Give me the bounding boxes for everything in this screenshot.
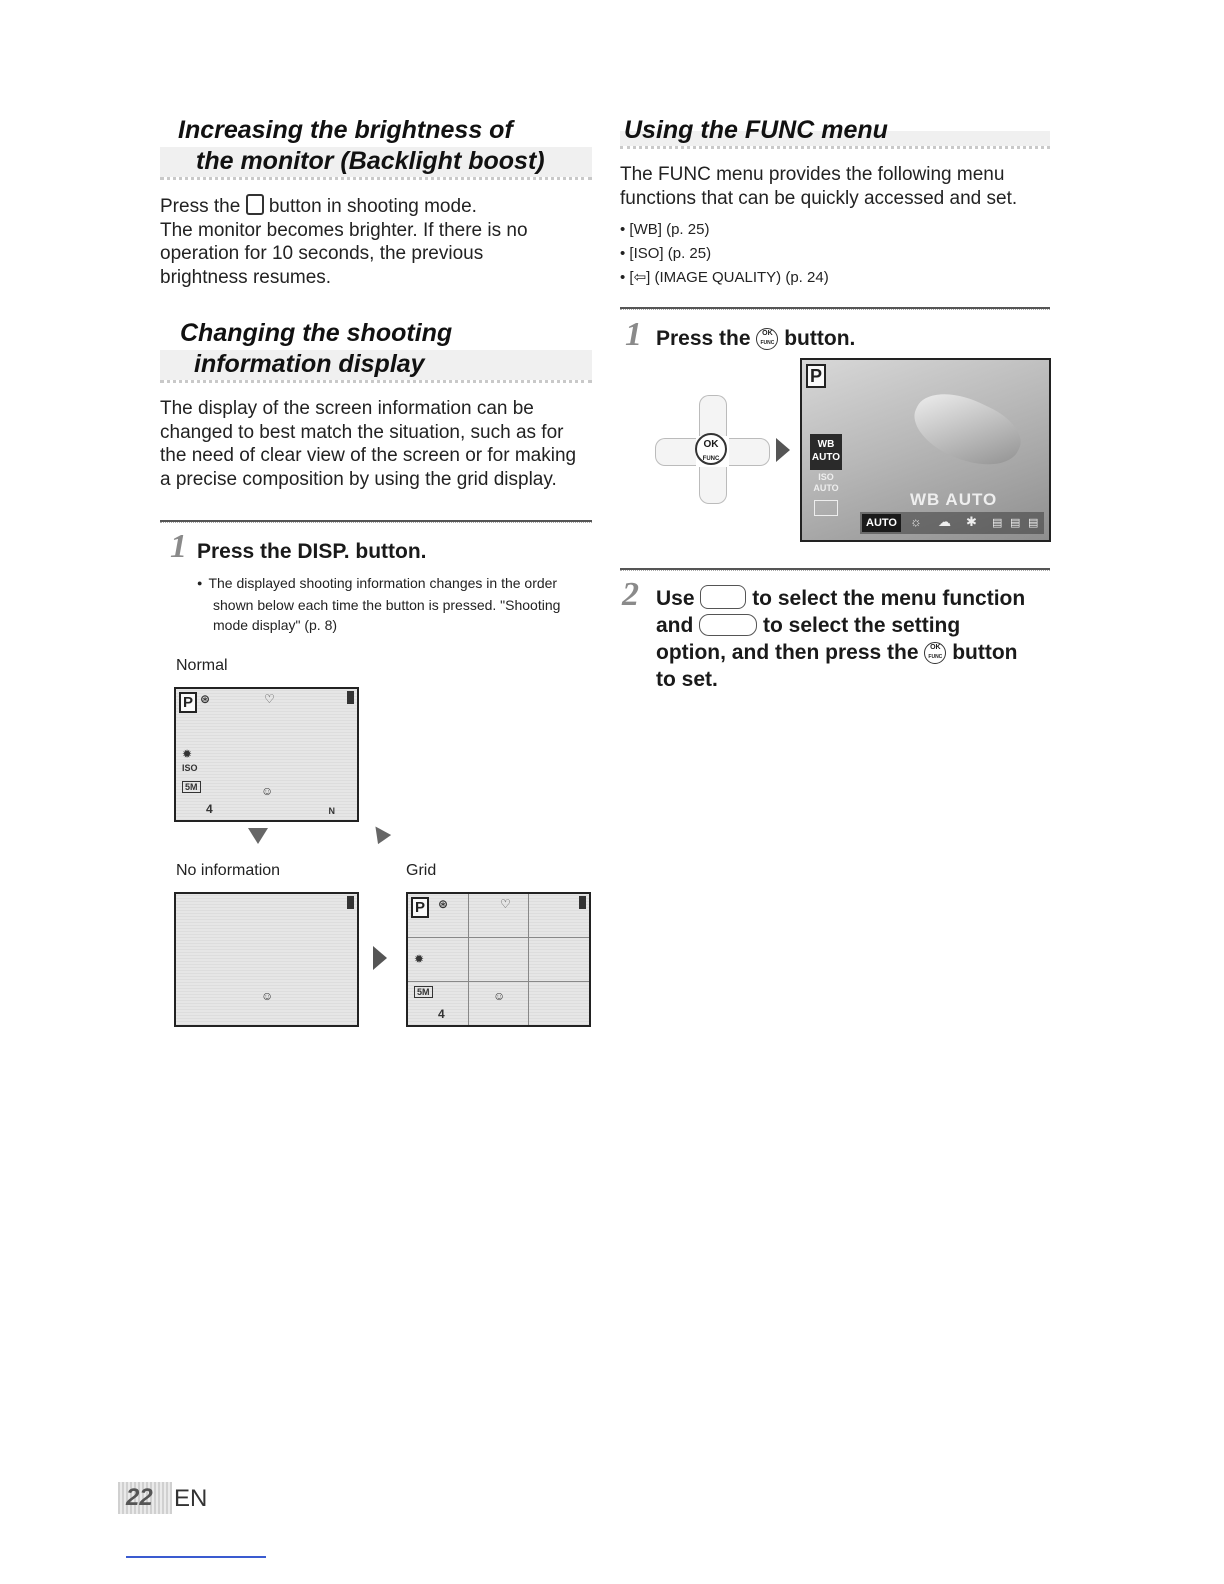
lcd-no-information [174, 892, 359, 1027]
caption-normal: Normal [176, 657, 228, 674]
sun-icon[interactable]: ☼ [910, 514, 922, 529]
display-step-text: Press the DISP. button. [197, 540, 427, 563]
ok-func-button-icon: OK FUNC [756, 328, 778, 350]
language-label: EN [174, 1485, 208, 1512]
func-menu-item-size-icon[interactable] [814, 500, 838, 516]
display-step-number: 1 [170, 528, 187, 565]
func-menu-item-wb[interactable]: WB AUTO [810, 434, 842, 470]
caption-no-information: No information [176, 862, 281, 879]
backlight-title [160, 115, 592, 180]
up-down-arrows-icon [700, 585, 746, 609]
func-step2-text: Use to select the menu function and to select the setting option, and then press the OK FUNC button to set. [656, 587, 1026, 691]
backlight-title-line1: Increasing the brightness of [178, 116, 513, 144]
display-step-note: ● The displayed shooting information changes in the order shown below each time the button is pressed. "Shooting mode display" (p. 8) [213, 573, 573, 635]
size-icon: 5M [182, 781, 201, 793]
pad-arrow-down [699, 467, 727, 504]
subject-shape [904, 380, 1029, 481]
lcd-grid [406, 892, 591, 1027]
func-section [620, 115, 1050, 290]
ok-func-button-icon: OK FUNC [924, 642, 946, 664]
grid-line [408, 981, 589, 982]
battery-icon [347, 896, 354, 909]
pad-arrow-left [655, 438, 696, 466]
display-section [160, 318, 592, 491]
backlight-description: The monitor becomes brighter. If there is no operation for 10 seconds, the previous brightness resumes. [160, 219, 528, 288]
iso-icon: ISO [182, 763, 198, 773]
func-menu-item-iso[interactable]: ISO AUTO [813, 472, 839, 493]
arrow-right-icon [776, 438, 790, 462]
flash-icon: ⊛ [200, 692, 211, 706]
battery-icon [579, 896, 586, 909]
fluorescent-1-icon[interactable]: ▤ [992, 517, 1003, 529]
record-count: 4 [438, 1007, 445, 1021]
face-icon: ☺ [261, 989, 274, 1003]
wb-icon: ✹ [182, 747, 193, 761]
control-pad-diagram [655, 395, 785, 505]
record-count: 4 [206, 802, 213, 816]
func-title: Using the FUNC menu [620, 115, 1050, 149]
size-icon: 5M [414, 986, 433, 998]
grid-line [408, 937, 589, 938]
mode-indicator: P [179, 692, 197, 713]
backlight-button-icon [246, 194, 264, 215]
pad-arrow-right [729, 438, 770, 466]
func-step1-number: 1 [625, 316, 642, 353]
footer-link-line [126, 1556, 266, 1558]
display-step-rule [160, 520, 592, 523]
func-step1-text: Press the OK FUNC button. [656, 327, 856, 350]
caption-grid: Grid [406, 862, 437, 879]
ok-func-button[interactable]: OK FUNC [695, 433, 727, 465]
left-right-arrows-icon [699, 614, 757, 636]
lcd-normal [174, 687, 359, 822]
flash-icon: ⊛ [438, 897, 449, 911]
func-step2-number: 2 [622, 576, 639, 613]
func-item-iso: • [ISO] (p. 25) [620, 242, 1050, 266]
backlight-section [160, 115, 592, 289]
grid-line [468, 894, 469, 1025]
grid-line [528, 894, 529, 1025]
backlight-title-line2: the monitor (Backlight boost) [196, 147, 545, 175]
backlight-instruction: Press the button in shooting mode. [160, 196, 477, 217]
func-intro: The FUNC menu provides the following menu functions that can be quickly accessed and set. [620, 164, 1018, 209]
func-step2-rule [620, 568, 1050, 571]
bulb-icon[interactable]: ✱ [966, 514, 977, 529]
fluorescent-2-icon[interactable]: ▤ [1010, 517, 1021, 529]
func-menu-label: WB AUTO [910, 490, 998, 509]
fluorescent-3-icon[interactable]: ▤ [1028, 517, 1039, 529]
func-menu-screen [800, 358, 1051, 542]
battery-icon [347, 691, 354, 704]
image-quality-icon: N [328, 806, 335, 816]
arrow-down-icon [248, 828, 268, 844]
pad-arrow-up [699, 395, 727, 436]
macro-icon: ♡ [264, 692, 275, 706]
display-description: The display of the screen information can be changed to best match the situation, such as for the need of clear view of the screen or for making a precise composition by using the grid display. [160, 398, 577, 490]
func-step1-rule [620, 307, 1050, 310]
func-option-auto[interactable]: AUTO [862, 514, 901, 532]
arrow-up-right-icon [369, 822, 391, 844]
face-icon: ☺ [493, 989, 506, 1003]
face-icon: ☺ [261, 784, 274, 798]
func-item-list [620, 218, 1050, 290]
display-title: Changing the shooting information display [160, 318, 592, 383]
macro-icon: ♡ [500, 897, 511, 911]
wb-icon: ✹ [414, 952, 425, 966]
page-number: 22 [126, 1484, 153, 1511]
mode-indicator: P [806, 364, 826, 388]
cloud-icon[interactable]: ☁ [938, 514, 951, 529]
arrow-right-icon [373, 946, 387, 970]
func-item-wb: • [WB] (p. 25) [620, 218, 1050, 242]
func-menu-option-bar [860, 512, 1044, 534]
mode-indicator: P [411, 897, 429, 918]
func-item-image-quality: • [⇦] (IMAGE QUALITY) (p. 24) [620, 266, 1050, 290]
